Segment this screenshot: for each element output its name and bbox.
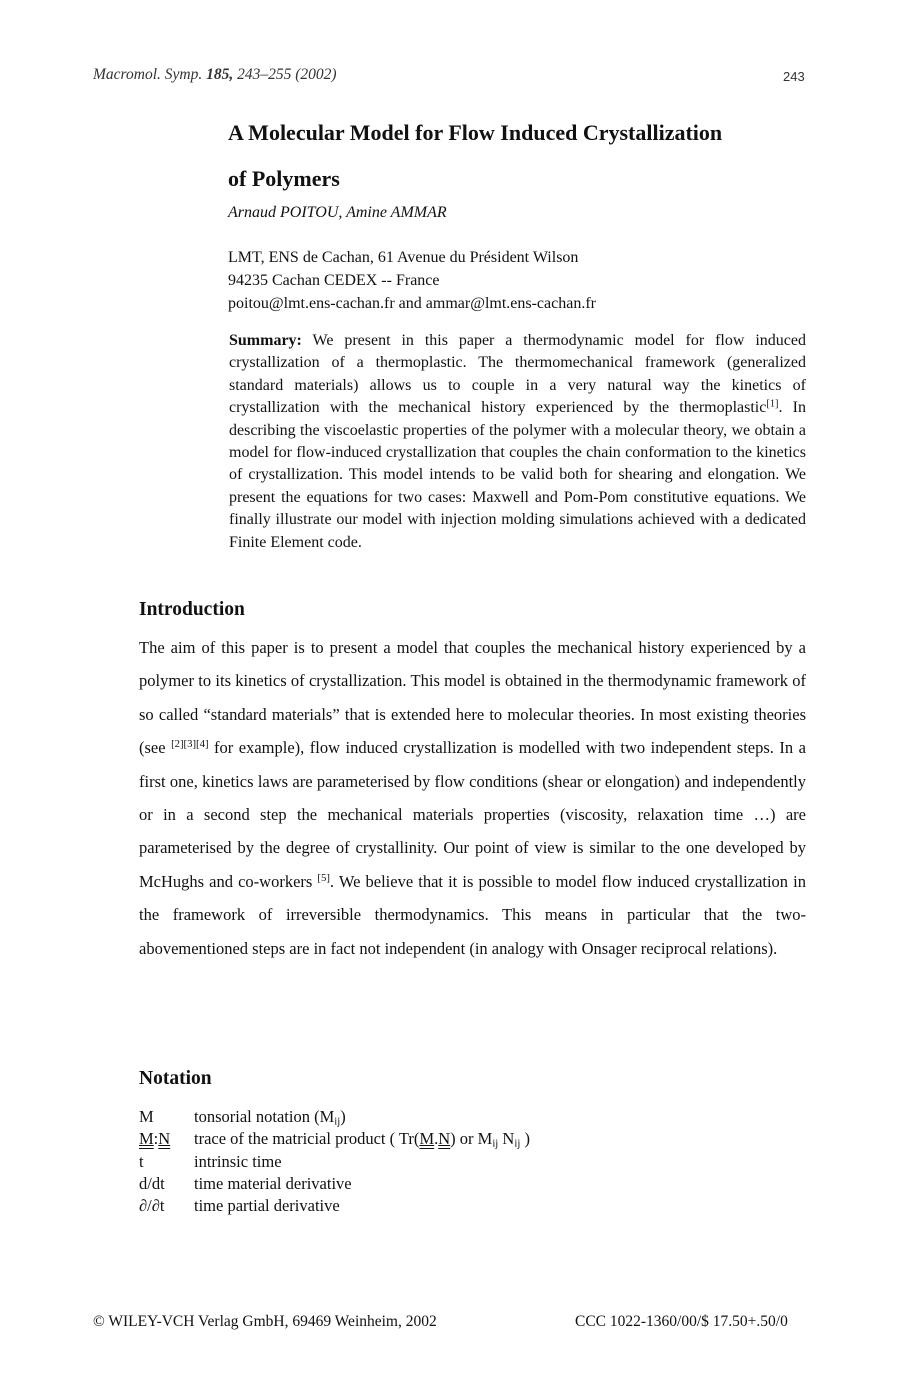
notation-heading: Notation: [139, 1068, 212, 1089]
running-head: [93, 66, 337, 84]
page-number: 243: [783, 69, 805, 84]
title-line-1: A Molecular Model for Flow Induced Crystallization: [228, 120, 723, 145]
intro-text-c: . We believe that it is possible to model flow induced crystallization in the framework of irreversible thermodynamics. This means in particular that the two-abovementioned steps are in fact not independent (in analogy with Onsager reciprocal relations).: [139, 871, 806, 958]
title-line-2: of Polymers: [228, 166, 340, 191]
summary-text-b: . In describing the viscoelastic properties of the polymer with a molecular theory, we obtain a model for flow-induced crystallization that couples the chain conformation to the kinetics of crystallization. This model intends to be valid both for shearing and elongation. We present the equations for two cases: Maxwell and Pom-Pom constitutive equations. We finally illustrate our model with injection molding simulations achieved with a dedicated Finite Element code.: [229, 399, 807, 551]
affiliation-emails: poitou@lmt.ens-cachan.fr and ammar@lmt.ens-cachan.fr: [228, 295, 596, 312]
notation-desc: time material derivative: [194, 1173, 352, 1193]
notation-desc: tonsorial notation $(M_{ij})$: [194, 1107, 346, 1128]
footer-copyright: © WILEY-VCH Verlag GmbH, 69469 Weinheim, 2002: [93, 1313, 437, 1330]
notation-row: [139, 1128, 530, 1150]
journal-name: Macromol. Symp.: [93, 66, 203, 83]
summary: [229, 330, 806, 554]
notation-symbol: ∂/∂t: [139, 1196, 165, 1216]
notation-symbol: M: [139, 1107, 154, 1126]
notation-desc: time partial derivative: [194, 1196, 340, 1216]
journal-pages-year: 243–255 (2002): [237, 66, 337, 83]
intro-refs-b: [5]: [317, 871, 330, 884]
notation-row: [139, 1151, 530, 1173]
notation-desc: trace of the matricial product ( Tr(M.N) or $M_{ij}$ $N_{ij}$ ): [194, 1129, 530, 1150]
intro-refs-a: [2][3][4]: [171, 738, 209, 751]
footer-ccc-code: CCC 1022-1360/00/$ 17.50+.50/0: [575, 1313, 788, 1330]
introduction-body: [139, 631, 806, 965]
notation-row: [139, 1195, 530, 1217]
notation-list: [139, 1106, 530, 1217]
affiliation: [228, 246, 596, 315]
intro-text-b: for example), flow induced crystallization is modelled with two independent steps. In a first one, kinetics laws are parameterised by flow conditions (shear or elongation) and independently or in a second step the mechanical materials properties (viscosity, relaxation time …) are parameterised by the degree of crystallinity. Our point of view is similar to the one developed by McHughs and co-workers: [139, 738, 806, 891]
introduction-heading: Introduction: [139, 599, 245, 620]
notation-symbol: d/dt: [139, 1173, 165, 1193]
intro-text-a: The aim of this paper is to present a model that couples the mechanical history experienced by a polymer to its kinetics of crystallization. This model is obtained in the thermodynamic framework of so called “standard materials” that is extended here to molecular theories. In most existing theories (see: [139, 638, 806, 758]
summary-ref: [1]: [766, 398, 779, 410]
journal-volume: 185,: [206, 66, 234, 83]
summary-label: Summary:: [229, 332, 302, 349]
notation-row: [139, 1173, 530, 1195]
affiliation-line-2: 94235 Cachan CEDEX -- France: [228, 272, 440, 289]
notation-desc: intrinsic time: [194, 1151, 282, 1171]
summary-text-a: We present in this paper a thermodynamic model for flow induced crystallization of a thermoplastic. The thermomechanical framework (generalized standard materials) allows us to couple in a very natural way the kinetics of crystallization with the mechanical history experienced by the thermoplastic: [229, 332, 806, 417]
notation-symbol: t: [139, 1151, 144, 1171]
authors: Arnaud POITOU, Amine AMMAR: [228, 204, 447, 221]
notation-row: [139, 1106, 530, 1128]
affiliation-line-1: LMT, ENS de Cachan, 61 Avenue du Président Wilson: [228, 249, 579, 266]
notation-symbol: M:N: [139, 1129, 171, 1149]
paper-title: [228, 110, 828, 202]
